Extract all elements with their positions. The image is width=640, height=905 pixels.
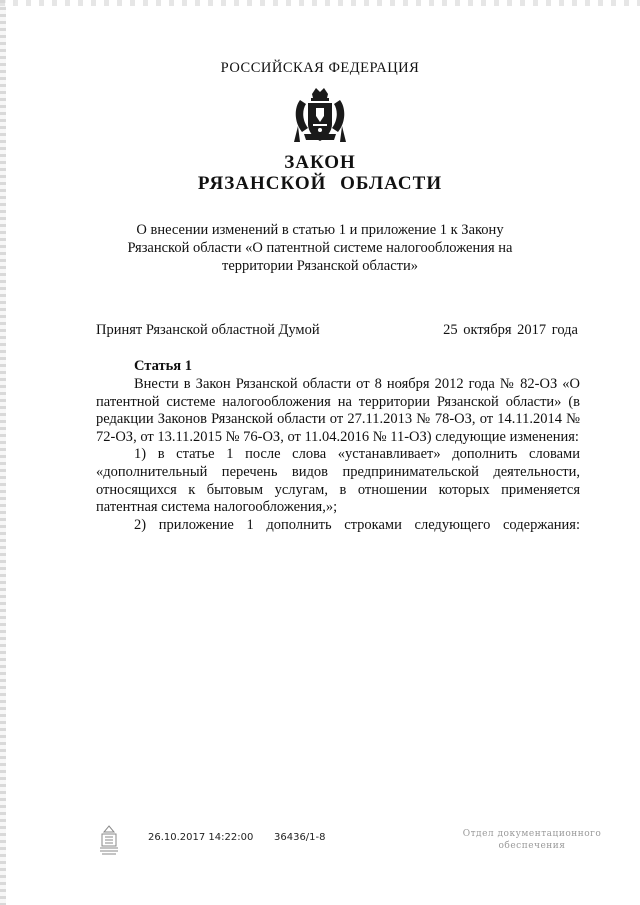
footer — [0, 829, 640, 872]
registration-datetime: 26.10.2017 14:22:00 — [148, 832, 254, 843]
law-subtitle: О внесении изменений в статью 1 и приложение 1 к Закону Рязанской области «О патентной системе налогообложения на территории Рязанской области» — [127, 222, 513, 274]
adoption-line — [96, 322, 578, 339]
article-paragraph: 1) в статье 1 после слова «устанавливает» дополнить словами «дополнительный перечень видов предпринимательской деятельности, относящихся к бытовым услугам, в отношении которых применяется патентная система налогообложения,»; — [96, 446, 580, 516]
scan-edge — [0, 0, 6, 905]
adoption-date: 25 октября 2017 года — [443, 322, 578, 338]
article-heading: Статья 1 — [134, 358, 192, 374]
country-heading: РОССИЙСКАЯ ФЕДЕРАЦИЯ — [220, 60, 420, 76]
article-paragraph: Внести в Закон Рязанской области от 8 ноября 2012 года № 82-ОЗ «О патентной системе налогообложения на территории Рязанской области» (в редакции Законов Рязанской области от 27.11.2013 № 78-ОЗ, от 14.11.2014 № 72-ОЗ, от 13.11.2015 № 76-ОЗ, от 11.04.2016 № 11-ОЗ) следующие изменения: — [96, 376, 580, 445]
article-body — [96, 376, 580, 534]
department-stamp: Отдел документационного обеспечения — [462, 829, 602, 851]
coat-of-arms-icon — [290, 86, 350, 148]
article-paragraph: 2) приложение 1 дополнить строками следующего содержания: — [134, 516, 580, 533]
registry-stamp-logo-icon — [98, 824, 120, 858]
scan-top-edge — [0, 0, 640, 6]
law-region-title: РЯЗАНСКОЙ ОБЛАСТИ — [197, 173, 443, 194]
law-title: ЗАКОН — [284, 152, 356, 173]
adopting-body: Принят Рязанской областной Думой — [96, 322, 320, 338]
registration-number: 36436/1-8 — [274, 832, 326, 843]
